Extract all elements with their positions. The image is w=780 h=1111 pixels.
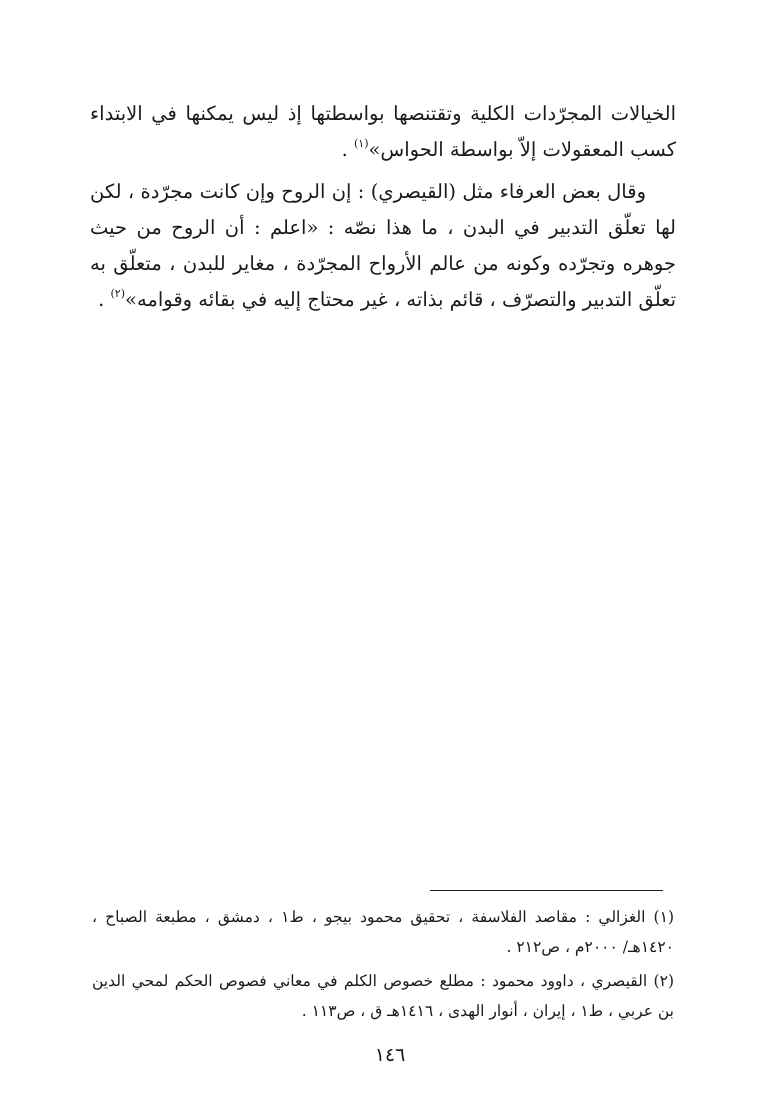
paragraph — [90, 174, 676, 318]
paragraph — [90, 96, 676, 168]
paragraph-text: الخيالات المجرّدات الكلية وتقتنصها بواسطتها إذ ليس يمكنها في الابتداء كسب المعقولات إلاّ بواسطة الحواس» — [90, 102, 676, 161]
paragraph-text: وقال بعض العرفاء مثل (القيصري) : إن الروح وإن كانت مجرّدة ، لكن لها تعلّق التدبير في البدن ، ما هذا نصّه : «اعلم : أن الروح من حيث جوهره وتجرّده وكونه من عالم الأرواح المجرّدة ، مغاير للبدن ، متعلّق به تعلّق التدبير والتصرّف ، قائم بذاته ، غير محتاج إليه في بقائه وقوامه» — [90, 180, 676, 311]
page-number: ١٤٦ — [374, 1044, 406, 1066]
footnote-reference: (٢) — [110, 287, 126, 300]
footnote-divider — [430, 890, 663, 891]
footnote: (١) الغزالي : مقاصد الفلاسفة ، تحقيق محمود بيجو ، ط١ ، دمشق ، مطبعة الصباح ، ١٤٢٠هـ/ ٢٠٠٠م ، ص٢١٢ . — [92, 908, 674, 956]
footnote-reference: (١) — [353, 137, 369, 150]
paragraph-end: . — [98, 288, 111, 311]
footnote: (٢) القيصري ، داوود محمود : مطلع خصوص الكلم في معاني فصوص الحكم لمحي الدين بن عربي ، ط١ ، إيران ، أنوار الهدى ، ١٤١٦هـ ق ، ص١١٣ . — [92, 972, 674, 1020]
paragraph-end: . — [341, 138, 354, 161]
footnotes — [92, 902, 674, 1030]
main-text — [90, 96, 676, 324]
